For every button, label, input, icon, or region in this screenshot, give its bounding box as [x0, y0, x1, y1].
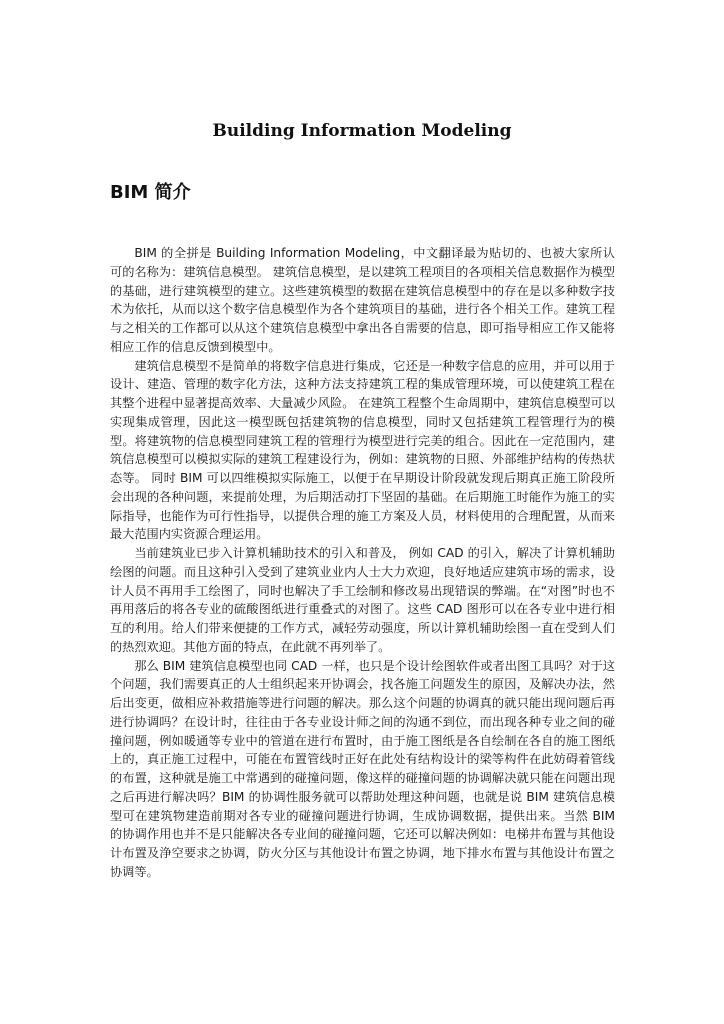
body-text [110, 244, 615, 882]
paragraph: 当前建筑业已步入计算机辅助技术的引入和普及， 例如 CAD 的引入，解决了计算机辅助绘图的问题。而且这种引入受到了建筑业业内人士大力欢迎，良好地适应建筑市场的需求，设计人员不再用手工绘图了，同时也解决了手工绘制和修改易出现错误的弊端。在“对图”时也不再用落后的将各专业的硫酸图纸进行重叠式的对图了。这些 CAD 图形可以在各专业中进行相互的利用。给人们带来便捷的工作方式，减轻劳动强度，所以计算机辅助绘图一直在受到人们的热烈欢迎。其他方面的特点，在此就不再列举了。 [110, 546, 615, 654]
section-heading: BIM 简介 [110, 182, 191, 203]
document-title: Building Information Modeling [212, 121, 512, 141]
paragraph: BIM 的全拼是 Building Information Modeling，中文翻译最为贴切的、也被大家所认可的名称为：建筑信息模型。 建筑信息模型，是以建筑工程项目的各项相关信息数据作为模型的基础，进行建筑模型的建立。这些建筑模型的数据在建筑信息模型中的存在是以多种数字技术为依托，从而以这个数字信息模型作为各个建筑项目的基础，进行各个相关工作。建筑工程与之相关的工作都可以从这个建筑信息模型中拿出各自需要的信息，即可指导相应工作又能将相应工作的信息反馈到模型中。 [110, 246, 615, 354]
paragraph: 那么 BIM 建筑信息模型也同 CAD 一样，也只是个设计绘图软件或者出图工具吗？对于这个问题，我们需要真正的人士组织起来开协调会，找各施工问题发生的原因，及解决办法，然后出变更，做相应补救措施等进行问题的解决。那么这个问题的协调真的就只能出现问题后再进行协调吗？在设计时，往往由于各专业设计师之间的沟通不到位，而出现各种专业之间的碰撞问题，例如暖通等专业中的管道在进行布置时，由于施工图纸是各自绘制在各自的施工图纸上的，真正施工过程中，可能在布置管线时正好在此处有结构设计的梁等构件在此妨碍着管线的布置，这种就是施工中常遇到的碰撞问题，像这样的碰撞问题的协调解决就只能在问题出现之后再进行解决吗？BIM 的协调性服务就可以帮助处理这种问题，也就是说 BIM 建筑信息模型可在建筑物建造前期对各专业的碰撞问题进行协调，生成协调数据，提供出来。当然 BIM 的协调作用也并不是只能解决各专业间的碰撞问题，它还可以解决例如：电梯井布置与其他设计布置及浄空要求之协调，防火分区与其他设计布置之协调，地下排水布置与其他设计布置之协调等。 [110, 658, 615, 879]
paragraph: 建筑信息模型不是简单的将数字信息进行集成，它还是一种数字信息的应用，并可以用于设计、建造、管理的数字化方法，这种方法支持建筑工程的集成管理环境，可以使建筑工程在其整个进程中显著提高效率、大量减少风险。 在建筑工程整个生命周期中，建筑信息模型可以实现集成管理，因此这一模型既包括建筑物的信息模型，同时又包括建筑工程管理行为的模型。将建筑物的信息模型同建筑工程的管理行为模型进行完美的组合。因此在一定范围内，建筑信息模型可以模拟实际的建筑工程建设行为，例如：建筑物的日照、外部维护结构的传热状态等。 同时 BIM 可以四维模拟实际施工，以便于在早期设计阶段就发现后期真正施工阶段所会出现的各种问题，来提前处理，为后期活动打下坚固的基础。在后期施工时能作为施工的实际指导，也能作为可行性指导，以提供合理的施工方案及人员，材料使用的合理配置，从而来最大范围内实资源合理运用。 [110, 358, 615, 542]
